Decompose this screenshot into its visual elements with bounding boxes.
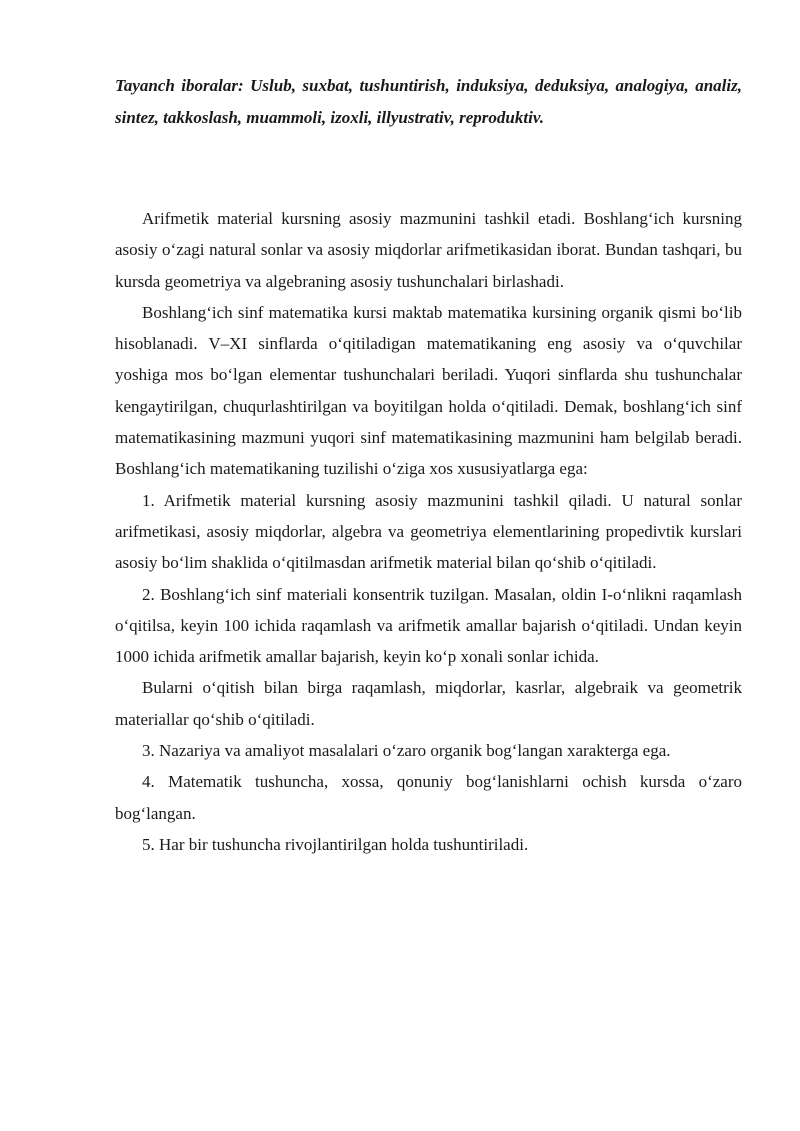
paragraph-course-part: Boshlang‘ich sinf matematika kursi maktab matematika kursining organik qismi bo‘lib hisoblanadi. V–XI sinflarda o‘qitiladigan matematikaning eng asosiy va o‘quvchilar yoshiga mos bo‘lgan elementar tushunchalari beriladi. Yuqori sinflarda shu tushunchalar kengaytirilgan, chuqurlashtirilgan va boyitilgan holda o‘qitiladi. Demak, boshlang‘ich sinf matematikasining mazmuni yuqori sinf matematikasining mazmunini ham belgilab beradi. Boshlang‘ich matematikaning tuzilishi o‘ziga xos xususiyatlarga ega: — [115, 302, 742, 479]
paragraph-item-1: 1. Arifmetik material kursning asosiy mazmunini tashkil qiladi. U natural sonlar arifmetikasi, asosiy miqdorlar, algebra va geometriya elementlarining propedivtik kurslari asosiy bo‘lim shaklida o‘qitilmasdan arifmetik material bilan qo‘shib o‘qitiladi. — [115, 490, 742, 573]
paragraph-item-2-continued: Bularni o‘qitish bilan birga raqamlash, miqdorlar, kasrlar, algebraik va geometrik materiallar qo‘shib o‘qitiladi. — [115, 678, 742, 729]
keywords-line: Tayanch iboralar: Uslub, suxbat, tushuntirish, induksiya, deduksiya, analogiya, analiz, sintez, takkoslash, muammoli, izoxli, illyustrativ, reproduktiv. — [115, 76, 742, 127]
paragraph-item-5: 5. Har bir tushuncha rivojlantirilgan holda tushuntiriladi. — [142, 834, 529, 854]
paragraph-item-4: 4. Matematik tushuncha, xossa, qonuniy bog‘lanishlarni ochish kursda o‘zaro bog‘langan. — [115, 772, 742, 823]
paragraph-item-3: 3. Nazariya va amaliyot masalalari o‘zaro organik bog‘langan xarakterga ega. — [142, 741, 671, 761]
document-page — [115, 70, 742, 860]
body-text — [115, 203, 742, 860]
paragraph-item-2: 2. Boshlang‘ich sinf materiali konsentrik tuzilgan. Masalan, oldin I-o‘nlikni raqamlash o‘qitilsa, keyin 100 ichida raqamlash va arifmetik amallar bajarish o‘qitiladi. Undan keyin 1000 ichida arifmetik amallar bajarish, keyin ko‘p xonali sonlar ichida. — [115, 584, 742, 667]
paragraph-intro: Arifmetik material kursning asosiy mazmunini tashkil etadi. Boshlang‘ich kursning asosiy o‘zagi natural sonlar va asosiy miqdorlar arifmetikasidan iborat. Bundan tashqari, bu kursda geometriya va algebraning asosiy tushunchalari birlashadi. — [115, 209, 742, 291]
